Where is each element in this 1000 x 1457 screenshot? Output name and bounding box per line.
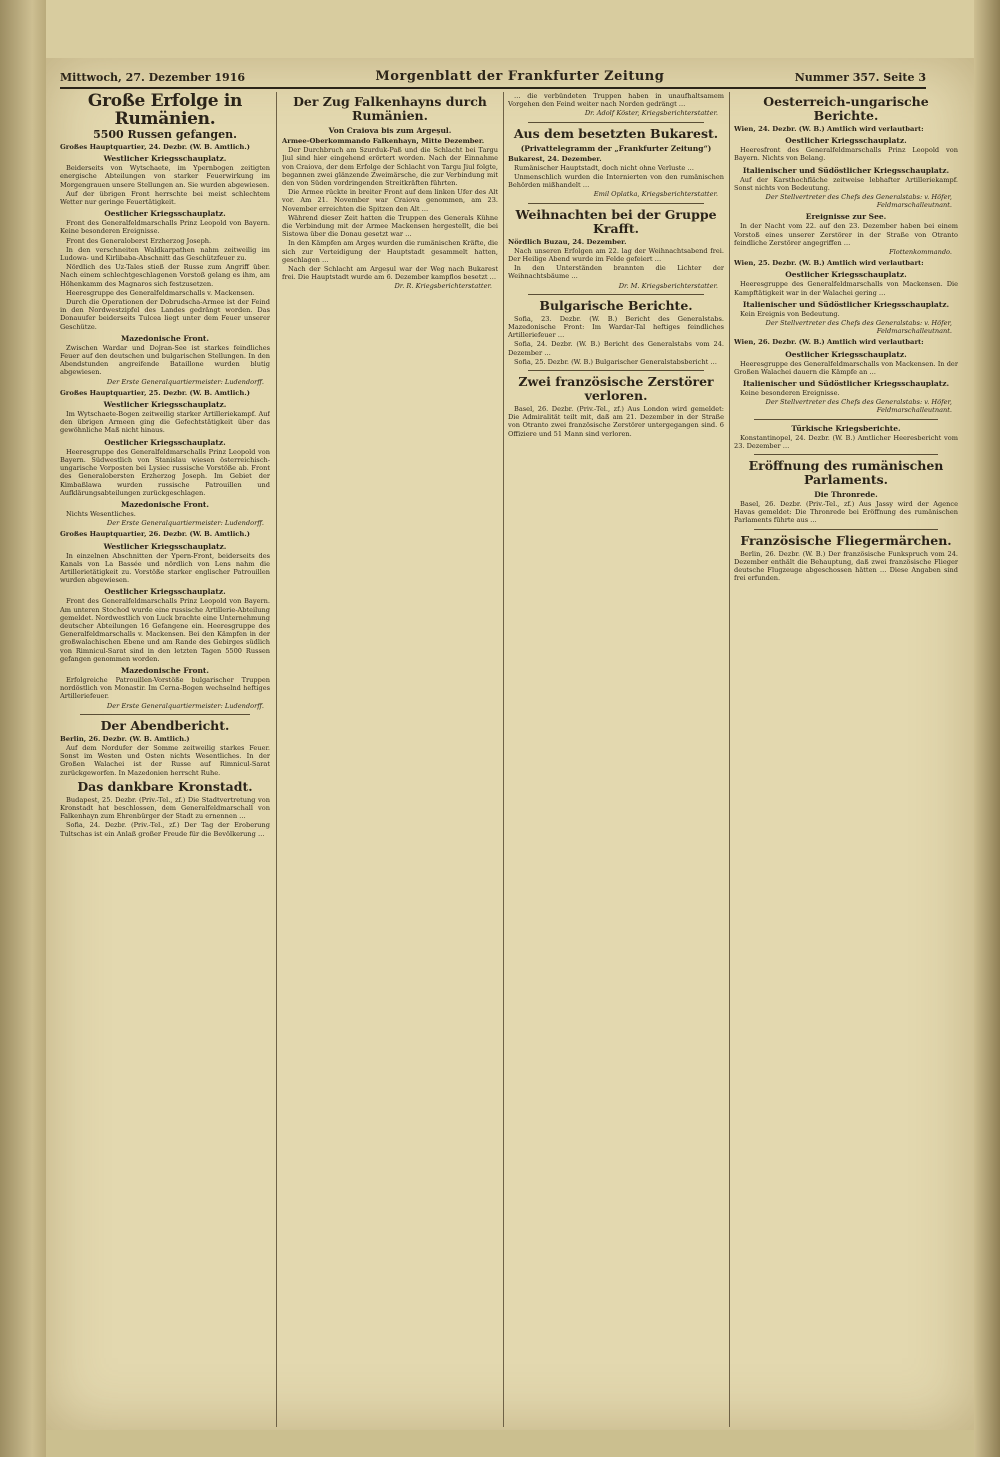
section-heading: Oestlicher Kriegsschauplatz. xyxy=(104,437,226,447)
paragraph: Durch die Operationen der Dobrudscha-Armee ist der Feind in den Nordwestzipfel des Landes gedrängt worden. Das Donauufer beiderseits Tulcea liegt unter dem Feuer unserer Geschütze. xyxy=(60,298,270,331)
paragraph: Sofia, 25. Dezbr. (W. B.) Bulgarischer Generalstabsbericht … xyxy=(514,357,717,366)
dateline: Armee-Oberkommando Falkenhayn, Mitte Dezember. xyxy=(282,137,485,145)
section-heading: Italienischer und Südöstlicher Kriegsschauplatz. xyxy=(742,379,950,389)
column-1 xyxy=(60,92,270,1427)
paragraph: Nach unseren Erfolgen am 22. lag der Weihnachtsabend frei. Der Heilige Abend wurde im Felde gefeiert … xyxy=(508,246,724,264)
separator xyxy=(754,454,938,455)
paragraph: Berlin, 26. Dezbr. (W. B.) Der französische Funkspruch vom 24. Dezember enthält die Behauptung, daß zwei französische Flieger deutsche Flugzeuge abgeschossen hätten … Diese Angaben sind frei erfunden. xyxy=(734,549,958,583)
binding-edge xyxy=(0,0,46,1457)
paragraph: Der Durchbruch am Szurduk-Paß und die Schlacht bei Targu Jiul sind hier eingehend erörtert worden. Nach der Einnahme von Craiova, der dem Erfolge der Schlacht von Targu Jiul folgte, begannen zwei glänzende Zweimärsche, die zur Verbindung mit den von Süden vordringenden Streitkräften führten. xyxy=(282,146,498,188)
paragraph: Heeresgruppe des Generalfeldmarschalls von Mackensen. In der Großen Walachei dauern die Kämpfe an … xyxy=(734,359,958,376)
section-heading: Oestlicher Kriegsschauplatz. xyxy=(785,349,907,359)
paragraph: Erfolgreiche Patrouillen-Vorstöße bulgarischer Truppen nordöstlich von Monastir. Im Cerna-Bogen wechselnd heftiges Artilleriefeuer. xyxy=(60,675,270,701)
paragraph: Während dieser Zeit hatten die Truppen des Generals Kühne die Verbindung mit der Armee Mackensen hergestellt, die bei Sistowa über die Donau gesetzt war … xyxy=(282,213,498,239)
signature: Dr. R. Kriegsberichterstatter. xyxy=(394,282,492,291)
paragraph: In einzelnen Abschnitten der Ypern-Front, beiderseits des Kanals von La Bassée und nördlich von Lens nahm die Artillerietätigkeit zu. Vorstöße starker englischer Patrouillen wurden abgewiesen. xyxy=(60,551,270,585)
paragraph: Beiderseits von Wytschaete, im Ypernbogen zeitigten energische Abteilungen von starker Feuerwirkung im Morgengrauen unsere Stellungen an. Sie wurden abgewiesen. xyxy=(60,164,270,189)
column-rule xyxy=(729,92,730,1427)
paragraph: Rumänischer Hauptstadt, doch nicht ohne Verluste … xyxy=(514,163,694,172)
column-2 xyxy=(282,92,498,1427)
section-heading: Mazedonische Front. xyxy=(120,665,210,675)
subheadline: (Privattelegramm der „Frankfurter Zeitung“) xyxy=(520,143,712,153)
section-heading: Mazedonische Front. xyxy=(120,333,210,343)
separator xyxy=(528,370,704,371)
signature: Flottenkommando. xyxy=(889,248,952,257)
section-heading: Italienischer und Südöstlicher Kriegsschauplatz. xyxy=(742,165,950,175)
dateline: Bukarest, 24. Dezember. xyxy=(508,154,602,163)
signature: Dr. M. Kriegsberichterstatter. xyxy=(618,281,718,290)
paragraph: Heeresgruppe des Generalfeldmarschalls v. Mackensen. xyxy=(66,288,255,297)
paragraph: Kein Ereignis von Bedeutung. xyxy=(740,309,840,318)
headline-weihnachten: Weihnachten bei der Gruppe Krafft. xyxy=(515,206,717,236)
paragraph: Heeresgruppe des Generalfeldmarschalls Prinz Leopold von Bayern. Südwestlich von Stanislau wiesen österreichisch-ungarische Vorposten bei Lysiec russische Vorstöße ab. Front des Generalobersten Erzherzog Joseph. Im Gebiet der Kimbaßlawa wurden russische Patrouillen und Aufklärungsabteilungen zurückgeschlagen. xyxy=(60,447,270,497)
dateline: Großes Hauptquartier, 25. Dezbr. (W. B. Amtlich.) xyxy=(60,388,250,397)
signature: Der Stellvertreter des Chefs des Generalstabs: v. Höfer, Feldmarschalleutnant. xyxy=(765,193,952,210)
section-heading: Westlicher Kriegsschauplatz. xyxy=(103,400,227,410)
headline-tuerkische-berichte: Türkische Kriegsberichte. xyxy=(791,423,901,433)
headline-oesterreich-ungarische-berichte: Oesterreich-ungarische Berichte. xyxy=(763,94,929,123)
section-heading: Oestlicher Kriegsschauplatz. xyxy=(785,270,907,280)
separator xyxy=(528,294,704,295)
paragraph: Nichts Wesentliches. xyxy=(66,509,136,518)
subheadline: Die Thronrede. xyxy=(814,490,878,500)
subhead-gefangen: 5500 Russen gefangen. xyxy=(93,128,237,141)
dateline: Wien, 24. Dezbr. (W. B.) Amtlich wird verlautbart: xyxy=(734,125,924,133)
paragraph: Auf der Karsthochfläche zeitweise lebhafter Artilleriekampf. Sonst nichts von Bedeutung. xyxy=(734,175,958,192)
signature: Emil Oplatka, Kriegsberichterstatter. xyxy=(593,190,718,199)
section-heading: Westlicher Kriegsschauplatz. xyxy=(103,541,227,551)
headline-bukarest: Aus dem besetzten Bukarest. xyxy=(513,125,719,141)
paragraph: Sofia, 24. Dezbr. (W. B.) Bericht des Generalstabs vom 24. Dezember … xyxy=(508,340,724,357)
paragraph: In den Kämpfen am Argeș wurden die rumänischen Kräfte, die sich zur Verteidigung der Hauptstadt gesammelt hatten, geschlagen … xyxy=(282,239,498,264)
section-heading: Westlicher Kriegsschauplatz. xyxy=(103,154,227,164)
section-heading: Italienischer und Südöstlicher Kriegsschauplatz. xyxy=(742,299,950,309)
paragraph: … die verbündeten Truppen haben in unaufhaltsamem Vorgehen den Feind weiter nach Norden gedrängt … xyxy=(508,92,724,109)
paragraph: Konstantinopel, 24. Dezbr. (W. B.) Amtlicher Heeresbericht vom 23. Dezember … xyxy=(734,433,958,450)
headline-falkenhayn: Der Zug Falkenhayns durch Rumänien. xyxy=(293,94,487,123)
subheadline: Von Craiova bis zum Argeșul. xyxy=(328,126,452,135)
separator xyxy=(80,714,250,715)
dateline: Großes Hauptquartier, 26. Dezbr. (W. B. Amtlich.) xyxy=(60,530,250,539)
page-margin-top xyxy=(46,0,974,58)
section-heading: Ereignisse zur See. xyxy=(805,212,887,222)
paragraph: Auf der übrigen Front herrschte bei meist schlechtem Wetter nur geringe Feuertätigkeit. xyxy=(60,189,270,207)
newspaper-title: Morgenblatt der Frankfurter Zeitung xyxy=(375,69,665,84)
headline-bulgarische-berichte: Bulgarische Berichte. xyxy=(539,297,693,313)
issue-date: Mittwoch, 27. Dezember 1916 xyxy=(60,71,245,84)
paragraph: Zwischen Wardar und Dojran-See ist starkes feindliches Feuer auf den deutschen und bulgarischen Stellungen. In den Abendstunden angreifende Bataillone wurden blutig abgewiesen. xyxy=(60,343,270,377)
separator xyxy=(754,529,938,530)
paragraph: Im Wytschaete-Bogen zeitweilig starker Artilleriekampf. Auf den übrigen Armeen ging die Gefechtstätigkeit über das gewöhnliche Maß nicht hinaus. xyxy=(60,410,270,435)
paragraph: Heeresgruppe des Generalfeldmarschalls von Mackensen. Die Kampftätigkeit war in der Walachei gering … xyxy=(734,280,958,297)
signature: Der Erste Generalquartiermeister: Ludendorff. xyxy=(106,701,264,710)
column-rule xyxy=(276,92,277,1427)
paragraph: Basel, 26. Dezbr. (Priv.-Tel., zf.) Aus London wird gemeldet: Die Admiralität teilt mit, daß am 21. Dezember in der Straße von Otranto zwei französische Zerstörer untergegangen sind. 6 Offiziere und 51 Mann sind verloren. xyxy=(508,405,724,438)
paragraph: Budapest, 25. Dezbr. (Priv.-Tel., zf.) Die Stadtvertretung von Kronstadt hat beschlossen, dem Generalfeldmarschall von Falkenhayn zum Ehrenbürger der Stadt zu ernennen … xyxy=(60,795,270,821)
section-heading: Oestlicher Kriegsschauplatz. xyxy=(785,136,907,146)
masthead xyxy=(60,62,926,89)
dateline: Großes Hauptquartier, 24. Dezbr. (W. B. Amtlich.) xyxy=(60,143,250,151)
issue-number: Nummer 357. Seite 3 xyxy=(794,71,926,84)
headline-abendbericht: Der Abendbericht. xyxy=(100,717,230,733)
column-4 xyxy=(734,92,958,1427)
paragraph: Front des Generaloberst Erzherzog Joseph. xyxy=(66,236,212,245)
separator xyxy=(528,203,704,204)
paragraph: Nördlich des Uz-Tales stieß der Russe zum Angriff über. Nach einem schlechtgeschlagenen Vorstoß gelang es ihm, am Höhenkamm des Magnaros sich festzusetzen. xyxy=(60,263,270,288)
column-rule xyxy=(503,92,504,1427)
paragraph: Front des Generalfeldmarschalls Prinz Leopold von Bayern. Am unteren Stochod wurde eine russische Artillerie-Abteilung gemeldet. Nordwestlich von Luck brachte eine Unternehmung deutscher Abteilungen 16 Gefangene ein. Heeresgruppe des Generalfeldmarschalls v. Mackensen. Bei den Kämpfen in der großwalachischen Ebene und am Rande des Gebirges südlich von Rimnicul-Sarat sind in den letzten Tagen 5500 Russen gefangen genommen worden. xyxy=(60,597,270,663)
headline-fliegermaerchen: Französische Fliegermärchen. xyxy=(740,532,952,548)
paragraph: Sofia, 23. Dezbr. (W. B.) Bericht des Generalstabs. Mazedonische Front: Im Wardar-Tal heftiges feindliches Artilleriefeuer … xyxy=(508,314,724,340)
paragraph: In den verschneiten Waldkarpathen nahm zeitweilig im Ludowa- und Kirlibaba-Abschnitt das Geschützfeuer zu. xyxy=(60,245,270,263)
paragraph: In den Unterständen brannten die Lichter der Weihnachtsbäume … xyxy=(508,264,724,281)
paragraph: Die Armee rückte in breiter Front auf dem linken Ufer des Alt vor. Am 21. November war Craiova genommen, am 23. November erreichten die Spitzen den Alt … xyxy=(282,188,498,213)
dateline: Wien, 26. Dezbr. (W. B.) Amtlich wird verlautbart: xyxy=(734,338,924,347)
headline-kronstadt: Das dankbare Kronstadt. xyxy=(77,778,253,794)
dateline: Berlin, 26. Dezbr. (W. B. Amtlich.) xyxy=(60,734,190,743)
signature: Der Stellvertreter des Chefs des Generalstabs: v. Höfer, Feldmarschalleutnant. xyxy=(765,319,952,336)
paragraph: Nach der Schlacht am Argeșul war der Weg nach Bukarest frei. Die Hauptstadt wurde am 6. Dezember kampflos besetzt … xyxy=(282,265,498,282)
separator xyxy=(754,419,938,420)
headline-parlament: Eröffnung des rumänischen Parlaments. xyxy=(748,458,944,488)
headline-rumanien: Große Erfolge in Rumänien. xyxy=(87,92,243,129)
separator xyxy=(528,122,704,123)
dateline: Nördlich Buzau, 24. Dezember. xyxy=(508,237,627,246)
dateline: Wien, 25. Dezbr. (W. B.) Amtlich wird verlautbart: xyxy=(734,259,924,268)
section-heading: Mazedonische Front. xyxy=(120,499,210,509)
paragraph: In der Nacht vom 22. auf den 23. Dezember haben bei einem Vorstoß eines unserer Zerstörer in der Straße von Otranto feindliche Zerstörer angegriffen … xyxy=(734,222,958,247)
paragraph: Heeresfront des Generalfeldmarschalls Prinz Leopold von Bayern. Nichts von Belang. xyxy=(734,146,958,163)
paragraph: Sofia, 24. Dezbr. (Priv.-Tel., zf.) Der Tag der Eroberung Tultschas ist ein Anlaß großer Freude für die Bevölkerung … xyxy=(60,821,270,838)
signature: Der Erste Generalquartiermeister: Ludendorff. xyxy=(106,377,264,386)
paragraph: Front des Generalfeldmarschalls Prinz Leopold von Bayern. Keine besonderen Ereignisse. xyxy=(60,219,270,236)
column-3 xyxy=(508,92,724,1427)
signature: Der Stellvertreter des Chefs des Generalstabs: v. Höfer, Feldmarschalleutnant. xyxy=(765,398,952,415)
signature: Der Erste Generalquartiermeister: Ludendorff. xyxy=(106,519,264,528)
section-heading: Oestlicher Kriegsschauplatz. xyxy=(104,587,226,597)
signature: Dr. Adolf Köster, Kriegsberichterstatter. xyxy=(584,109,718,118)
paragraph: Unmenschlich wurden die Internierten von den rumänischen Behörden mißhandelt … xyxy=(508,173,724,190)
paragraph: Auf dem Nordufer der Somme zeitweilig starkes Feuer. Sonst im Westen und Osten nichts Wesentliches. In der Großen Walachei ist der Russe auf Rimnicul-Sarat zurückgeworfen. In Mazedonien herrscht Ruhe. xyxy=(60,743,270,777)
paragraph: Keine besonderen Ereignisse. xyxy=(740,389,840,398)
section-heading: Oestlicher Kriegsschauplatz. xyxy=(104,209,226,219)
page-edge xyxy=(974,0,1000,1457)
paragraph: Basel, 26. Dezbr. (Priv.-Tel., zf.) Aus Jassy wird der Agence Havas gemeldet: Die Thronrede bei Eröffnung des rumänischen Parlaments führte aus … xyxy=(734,500,958,525)
headline-zerstoerer: Zwei französische Zerstörer verloren. xyxy=(518,374,714,404)
